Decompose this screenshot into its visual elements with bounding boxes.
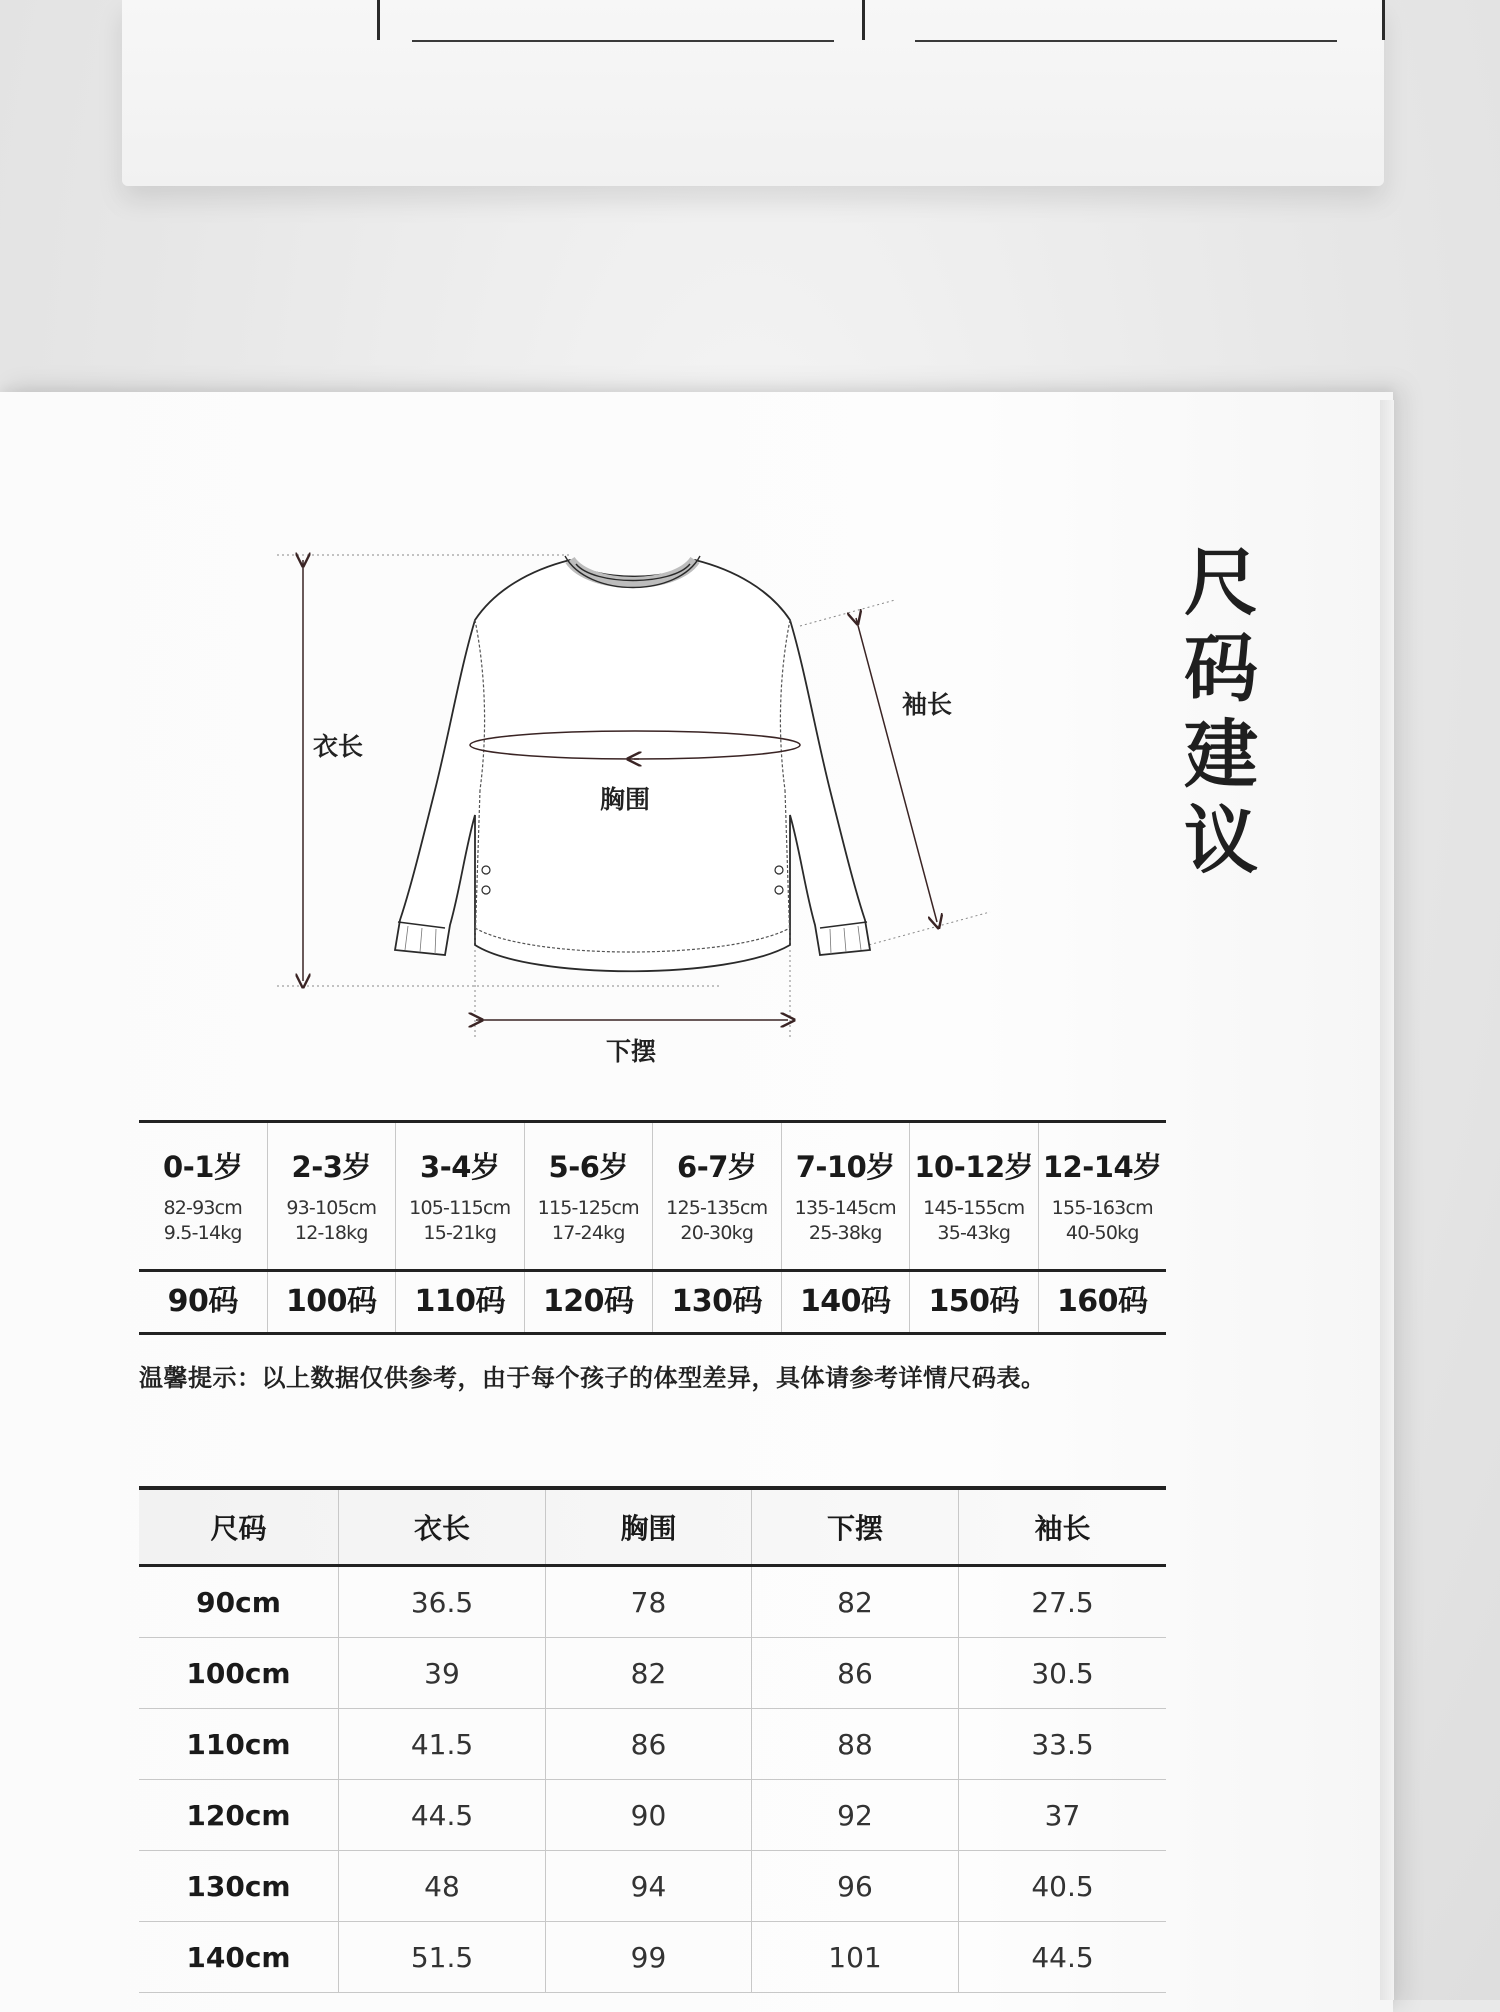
code-row bbox=[139, 1272, 1166, 1335]
table-row bbox=[139, 1567, 1166, 1638]
title-char: 尺 bbox=[1184, 540, 1258, 626]
table-cell: 90 bbox=[545, 1780, 751, 1850]
age-cell bbox=[909, 1123, 1038, 1269]
table-cell: 82 bbox=[751, 1567, 958, 1637]
table-row bbox=[139, 1851, 1166, 1922]
table-row bbox=[139, 1638, 1166, 1709]
size-code: 160码 bbox=[1038, 1272, 1167, 1332]
top-divider bbox=[377, 0, 380, 40]
top-divider bbox=[1382, 0, 1385, 40]
size-table bbox=[139, 1486, 1166, 1993]
guide-line bbox=[800, 600, 895, 626]
age-size-table bbox=[139, 1120, 1166, 1335]
table-cell: 39 bbox=[338, 1638, 545, 1708]
top-underline bbox=[412, 40, 834, 42]
collar-rib bbox=[570, 560, 695, 583]
age-text: 7-10岁 bbox=[795, 1150, 895, 1184]
table-cell: 100cm bbox=[186, 1656, 291, 1690]
table-cell: 44.5 bbox=[338, 1780, 545, 1850]
table-cell: 78 bbox=[545, 1567, 751, 1637]
size-code: 140码 bbox=[781, 1272, 910, 1332]
table-cell: 88 bbox=[751, 1709, 958, 1779]
table-cell: 92 bbox=[751, 1780, 958, 1850]
table-cell: 90cm bbox=[196, 1585, 281, 1619]
table-cell: 37 bbox=[958, 1780, 1166, 1850]
hem-label: 下摆 bbox=[606, 1037, 657, 1066]
height-weight: 82-93cm 9.5-14kg bbox=[163, 1197, 243, 1244]
title-char: 码 bbox=[1184, 626, 1258, 712]
table-cell: 36.5 bbox=[338, 1567, 545, 1637]
table-cell: 48 bbox=[338, 1851, 545, 1921]
age-text: 5-6岁 bbox=[548, 1150, 628, 1184]
header-cell: 胸围 bbox=[545, 1490, 751, 1564]
sheet-edge bbox=[1380, 400, 1394, 2000]
table-row bbox=[139, 1922, 1166, 1993]
size-code: 110码 bbox=[395, 1272, 524, 1332]
height-weight: 93-105cm 12-18kg bbox=[286, 1197, 377, 1244]
age-text: 6-7岁 bbox=[677, 1150, 757, 1184]
table-cell: 51.5 bbox=[338, 1922, 545, 1992]
table-cell: 82 bbox=[545, 1638, 751, 1708]
table-cell: 86 bbox=[751, 1638, 958, 1708]
table-row bbox=[139, 1780, 1166, 1851]
table-cell: 30.5 bbox=[958, 1638, 1166, 1708]
height-weight: 155-163cm 40-50kg bbox=[1051, 1197, 1153, 1244]
age-text: 10-12岁 bbox=[914, 1150, 1034, 1184]
table-cell: 94 bbox=[545, 1851, 751, 1921]
size-code: 130码 bbox=[652, 1272, 781, 1332]
top-sheet bbox=[122, 0, 1384, 186]
header-cell: 衣长 bbox=[338, 1490, 545, 1564]
table-cell: 41.5 bbox=[338, 1709, 545, 1779]
age-text: 12-14岁 bbox=[1042, 1150, 1162, 1184]
age-text: 3-4岁 bbox=[420, 1150, 500, 1184]
title-char: 议 bbox=[1184, 798, 1258, 884]
table-cell: 110cm bbox=[186, 1727, 291, 1761]
table-cell: 130cm bbox=[186, 1869, 291, 1903]
height-weight: 115-125cm 17-24kg bbox=[537, 1197, 639, 1244]
sleeve-label: 袖长 bbox=[902, 690, 953, 719]
guide-line bbox=[850, 912, 990, 950]
height-weight: 135-145cm 25-38kg bbox=[794, 1197, 896, 1244]
table-cell: 120cm bbox=[186, 1798, 291, 1832]
age-text: 2-3岁 bbox=[291, 1150, 371, 1184]
table-cell: 96 bbox=[751, 1851, 958, 1921]
size-code: 150码 bbox=[909, 1272, 1038, 1332]
length-label: 衣长 bbox=[313, 732, 364, 761]
height-weight: 125-135cm 20-30kg bbox=[666, 1197, 768, 1244]
tip-text: 温馨提示：以上数据仅供参考，由于每个孩子的体型差异，具体请参考详情尺码表。 bbox=[139, 1364, 1046, 1392]
size-code: 120码 bbox=[524, 1272, 653, 1332]
header-cell: 尺码 bbox=[210, 1512, 267, 1545]
age-cell bbox=[652, 1123, 781, 1269]
age-cell bbox=[524, 1123, 653, 1269]
size-code: 90码 bbox=[167, 1284, 238, 1319]
height-weight: 145-155cm 35-43kg bbox=[923, 1197, 1025, 1244]
sleeve-arrow bbox=[856, 618, 937, 922]
header-cell: 袖长 bbox=[958, 1490, 1166, 1564]
age-cell bbox=[139, 1123, 267, 1269]
header-cell: 下摆 bbox=[751, 1490, 958, 1564]
top-divider bbox=[862, 0, 865, 40]
table-cell: 86 bbox=[545, 1709, 751, 1779]
page-title bbox=[1176, 540, 1266, 884]
size-code: 100码 bbox=[267, 1272, 396, 1332]
title-char: 建 bbox=[1184, 712, 1258, 798]
table-header bbox=[139, 1486, 1166, 1567]
table-cell: 40.5 bbox=[958, 1851, 1166, 1921]
chest-label: 胸围 bbox=[600, 785, 651, 814]
age-cell bbox=[267, 1123, 396, 1269]
table-row bbox=[139, 1709, 1166, 1780]
height-weight: 105-115cm 15-21kg bbox=[409, 1197, 511, 1244]
age-row bbox=[139, 1120, 1166, 1272]
sweatshirt-outline bbox=[395, 560, 870, 971]
garment-diagram bbox=[270, 530, 1010, 1075]
table-cell: 99 bbox=[545, 1922, 751, 1992]
age-cell bbox=[395, 1123, 524, 1269]
table-cell: 140cm bbox=[186, 1940, 291, 1974]
table-cell: 44.5 bbox=[958, 1922, 1166, 1992]
top-underline bbox=[915, 40, 1337, 42]
table-cell: 101 bbox=[751, 1922, 958, 1992]
age-cell bbox=[1038, 1123, 1167, 1269]
age-cell bbox=[781, 1123, 910, 1269]
age-text: 0-1岁 bbox=[163, 1150, 243, 1184]
table-cell: 33.5 bbox=[958, 1709, 1166, 1779]
table-cell: 27.5 bbox=[958, 1567, 1166, 1637]
